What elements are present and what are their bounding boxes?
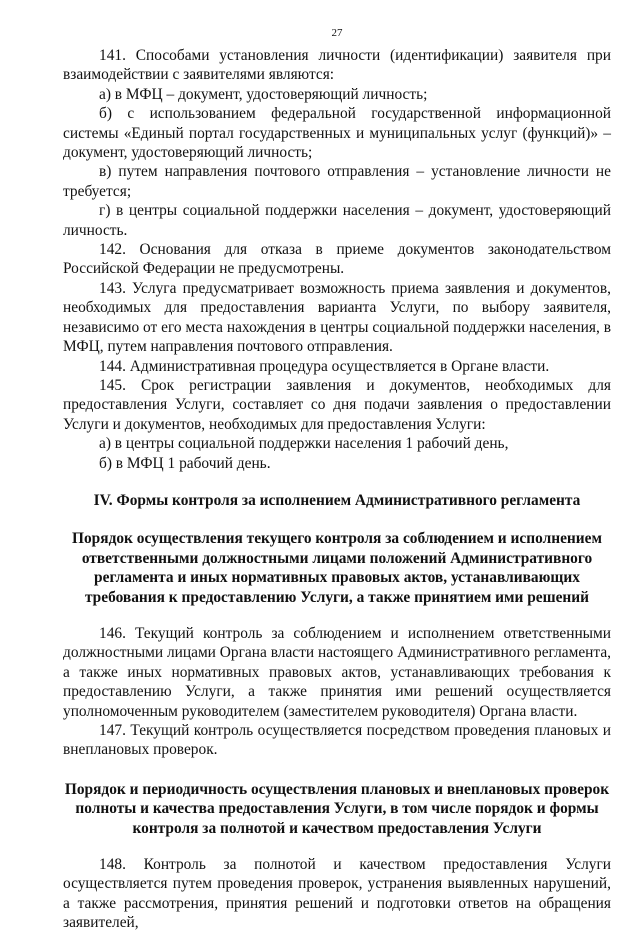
document-body — [63, 46, 611, 933]
item-145-b: б) в МФЦ 1 рабочий день. — [99, 454, 271, 472]
paragraph-147: 147. Текущий контроль осуществляется посредством проведения плановых и внеплановых проверок. — [63, 722, 611, 759]
paragraph-145: 145. Срок регистрации заявления и документов, необходимых для предоставления Услуги, составляет со дня подачи заявления о предоставлении Услуги и документов, необходимых для предоставления Услуги: — [63, 376, 611, 433]
item-141-b: б) с использованием федеральной государственной информационной системы «Единый портал государственных и муниципальных услуг (функций)» – документ, удостоверяющий личность; — [63, 105, 611, 162]
item-141-c: в) путем направления почтового отправления – установление личности не требуется; — [63, 163, 611, 200]
paragraph-144: 144. Административная процедура осуществляется в Органе власти. — [99, 357, 550, 375]
paragraph-142: 142. Основания для отказа в приеме документов законодательством Российской Федерации не предусмотрены. — [63, 241, 611, 278]
subsection-heading-inspections: Порядок и периодичность осуществления плановых и внеплановых проверок полноты и качества предоставления Услуги, в том числе порядок и формы контроля за полнотой и качеством предоставления Услуги — [64, 780, 610, 837]
subsection-heading-current-control: Порядок осуществления текущего контроля за соблюдением и исполнением ответственными должностными лицами положений Административного регламента и иных нормативных правовых актов, устанавливающих требования к предоставлению Услуги, а также принятием ими решений — [72, 530, 602, 606]
item-145-a: а) в центры социальной поддержки населения 1 рабочий день, — [99, 435, 509, 453]
paragraph-148: 148. Контроль за полнотой и качеством предоставления Услуги осуществляется путем проведения проверок, устранения выявленных нарушений, а также рассмотрения, принятия решений и подготовки ответов на обращения заявителей, — [63, 856, 611, 932]
item-141-a: а) в МФЦ – документ, удостоверяющий личность; — [99, 85, 428, 103]
paragraph-143: 143. Услуга предусматривает возможность приема заявления и документов, необходимых для предоставления варианта Услуги, по выбору заявителя, независимо от его места нахождения в центры социальной поддержки населения, в МФЦ, путем направления почтового отправления. — [63, 279, 611, 356]
section-heading-iv: IV. Формы контроля за исполнением Административного регламента — [93, 491, 581, 509]
item-141-d: г) в центры социальной поддержки населения – документ, удостоверяющий личность. — [63, 202, 611, 239]
paragraph-141: 141. Способами установления личности (идентификации) заявителя при взаимодействии с заявителями являются: — [63, 47, 611, 84]
page-number: 27 — [331, 27, 343, 39]
paragraph-146: 146. Текущий контроль за соблюдением и исполнением ответственными должностными лицами Органа власти настоящего Административного регламента, а также иных нормативных правовых актов, устанавливающих требования к предоставлению Услуги, а также принятия ими решений осуществляется уполномоченным руководителем (заместителем руководителя) Органа власти. — [63, 624, 611, 720]
